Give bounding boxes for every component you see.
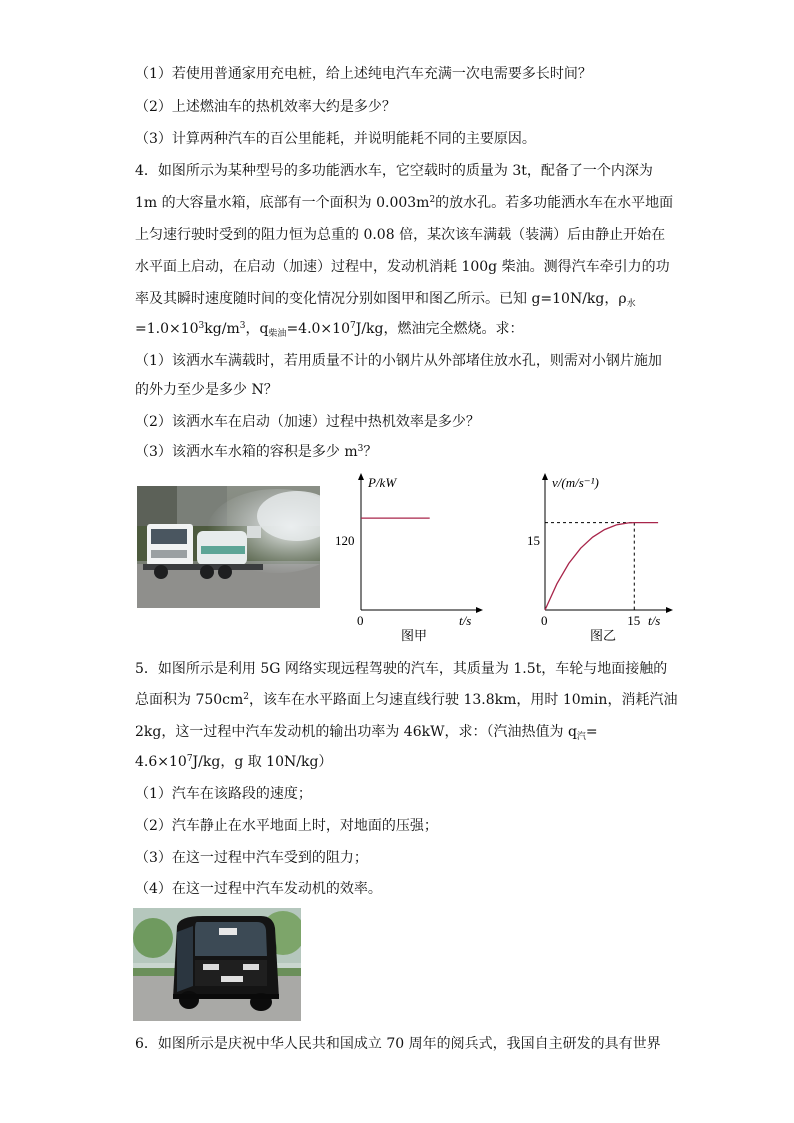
t: （3）该洒水车水箱的容积是多少 m (135, 444, 358, 460)
chart-velocity-time (510, 470, 680, 645)
sup: 7 (186, 754, 193, 764)
q4-line1: 4．如图所示为某种型号的多功能洒水车，它空载时的质量为 3t，配备了一个内深为 (135, 163, 653, 179)
velocity-series-line (545, 523, 658, 610)
t: 2kg，这一过程中汽车发动机的输出功率为 46kW，求：（汽油热值为 q (135, 724, 577, 740)
sub: 汽 (576, 732, 586, 742)
q5-part1: （1）汽车在该路段的速度； (135, 786, 312, 802)
q6-line1: 6．如图所示是庆祝中华人民共和国成立 70 周年的阅兵式，我国自主研发的具有世界 (135, 1036, 661, 1052)
q4-line5 (135, 289, 636, 311)
t: J/kg，燃油完全燃烧。求： (355, 321, 524, 337)
t: 总面积为 750cm (135, 692, 244, 708)
q5-part2: （2）汽车静止在水平地面上时，对地面的压强； (135, 818, 438, 834)
x-tick-15: 15 (627, 613, 641, 628)
q4-line2-text: 1m 的大容量水箱，底部有一个面积为 0.003m (135, 195, 430, 211)
t: J/kg，g 取 10N/kg） (192, 754, 333, 770)
water-truck-photo (137, 486, 320, 608)
y-tick-120: 120 (335, 533, 355, 548)
q3-part3: （3）计算两种汽车的百公里能耗，并说明能耗不同的主要原因。 (135, 131, 536, 147)
sup: 3 (239, 321, 246, 331)
sub: 柴油 (268, 329, 287, 339)
q4-part1-line1: （1）该洒水车满载时，若用质量不计的小钢片从外部堵住放水孔，则需对小钢片施加 (135, 353, 662, 369)
q5-line4 (135, 752, 332, 774)
x-tick-0: 0 (541, 613, 548, 628)
chart-power-time (330, 470, 490, 645)
chart-caption-yi: 图乙 (590, 628, 617, 643)
q4-line6 (135, 319, 524, 341)
t: ，q (245, 321, 269, 337)
t: = (585, 724, 598, 740)
y-axis-label: P/kW (368, 475, 397, 490)
q5-line1: 5．如图所示是利用 5G 网络实现远程驾驶的汽车，其质量为 1.5t，车轮与地面接触的 (135, 661, 668, 677)
q4-line3: 上匀速行驶时受到的阻力恒为总重的 0.08 倍，某次该车满载（装满）后由静止开始在 (135, 227, 666, 243)
q3-part1: （1）若使用普通家用充电桩，给上述纯电汽车充满一次电需要多长时间？ (135, 66, 592, 82)
sup: 7 (349, 321, 356, 331)
q5-line3 (135, 722, 598, 744)
sup: 3 (198, 321, 205, 331)
x-axis-label: t/s (459, 613, 472, 628)
q4-part3 (135, 442, 377, 464)
q4-line2 (135, 193, 673, 215)
q5-part4: （4）在这一过程中汽车发动机的效率。 (135, 881, 382, 897)
q3-part2: （2）上述燃油车的热机效率大约是多少？ (135, 99, 396, 115)
chart-caption-jia: 图甲 (401, 628, 428, 643)
sup: 3 (357, 444, 364, 454)
minibus-photo (133, 908, 301, 1021)
x-axis-label: t/s (648, 613, 661, 628)
x-tick-0: 0 (357, 613, 364, 628)
q4-line2-text-b: 的放水孔。若多功能洒水车在水平地面 (435, 195, 674, 211)
sub: 水 (626, 299, 636, 309)
t: 4.6×10 (135, 754, 187, 770)
t: ？ (363, 444, 378, 460)
q4-part2: （2）该洒水车在启动（加速）过程中热机效率是多少？ (135, 414, 480, 430)
q4-part1-line2: 的外力至少是多少 N？ (135, 382, 278, 398)
q4-line4: 水平面上启动，在启动（加速）过程中，发动机消耗 100g 柴油。测得汽车牵引力的功 (135, 259, 670, 275)
t: =1.0×10 (135, 321, 199, 337)
q4-line5-text: 率及其瞬时速度随时间的变化情况分别如图甲和图乙所示。已知 g=10N/kg，ρ (135, 291, 627, 307)
sup: 2 (429, 195, 436, 205)
sup: 2 (243, 692, 250, 702)
q5-line2 (135, 690, 677, 712)
y-tick-15: 15 (527, 533, 540, 548)
y-axis-label: v/(m/s⁻¹) (552, 475, 599, 490)
t: kg/m (204, 321, 240, 337)
t: ，该车在水平路面上匀速直线行驶 13.8km，用时 10min，消耗汽油 (249, 692, 678, 708)
q5-part3: （3）在这一过程中汽车受到的阻力； (135, 850, 368, 866)
t: =4.0×10 (286, 321, 350, 337)
